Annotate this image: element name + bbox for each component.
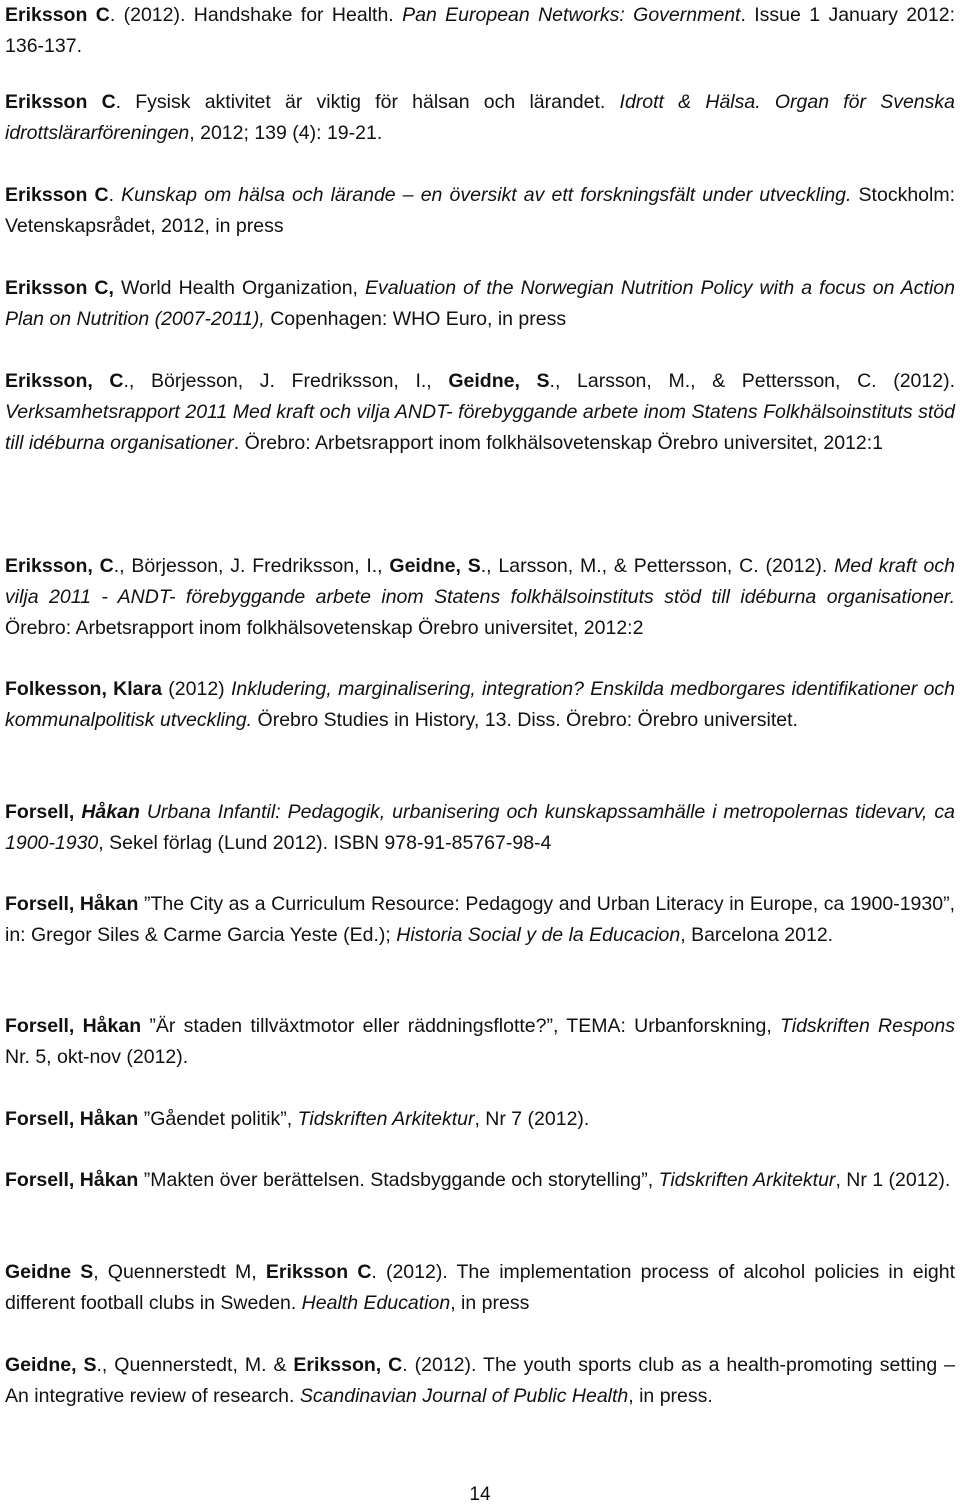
reference-text: Forsell, [5,801,82,823]
reference-text: , Barcelona 2012. [680,924,834,946]
reference-text: Eriksson, C [5,555,114,577]
reference-entry [5,366,955,459]
reference-text: ”Är staden tillväxtmotor eller räddningsflotte?”, TEMA: Urbanforskning, [141,1015,781,1037]
reference-text [140,801,147,823]
reference-text: , Sekel förlag (Lund 2012). ISBN 978-91-85767-98-4 [98,832,552,854]
reference-entry [5,551,955,644]
reference-text: Geidne, S [389,555,481,577]
reference-text: Evaluation of the Norwegian Nutrition Policy with a focus on Action Plan on Nutrition (2007-2011), [5,277,956,330]
reference-text: Tidskriften Arkitektur [658,1169,836,1191]
reference-text: World Health Organization, [113,277,366,299]
reference-entry [5,1257,955,1319]
reference-text: Eriksson, C [293,1354,403,1376]
reference-text: Tidskriften Respons [780,1015,955,1037]
reference-text: . (2012). Handshake for Health. [109,4,403,26]
reference-text: Med kraft och vilja 2011 - ANDT- förebyggande arbete inom Statens folkhälsoinstituts stöd till idéburna organisationer. [5,555,955,608]
reference-text: ., Börjesson, J. Fredriksson, I., [113,555,390,577]
reference-text: Forsell, Håkan [5,1015,142,1037]
reference-text: ., Larsson, M., & Pettersson, C. (2012). [549,370,955,392]
reference-text: , in press. [628,1385,713,1407]
reference-text: Urbana Infantil: Pedagogik, urbanisering och kunskapssamhälle i metropolernas tidevarv, ca 1900-1930 [5,801,955,854]
reference-text: . [108,184,122,206]
reference-text: (2012) [161,678,231,700]
reference-text: Geidne, S [5,1354,97,1376]
reference-text: Idrott & Hälsa. Organ för Svenska idrottslärarföreningen [5,91,955,144]
reference-text: ”Makten över berättelsen. Stadsbyggande och storytelling”, [138,1169,659,1191]
reference-text: ., Larsson, M., & Pettersson, C. (2012). [480,555,835,577]
reference-text: Forsell, Håkan [5,1169,139,1191]
reference-text: Örebro: Arbetsrapport inom folkhälsovetenskap Örebro universitet, 2012:2 [5,617,644,639]
reference-text: Inkludering, marginalisering, integration? Enskilda medborgares identifikationer och kommunalpolitisk utveckling. [5,678,956,731]
reference-text: . Örebro: Arbetsrapport inom folkhälsovetenskap Örebro universitet, 2012:1 [233,432,883,454]
reference-text: Forsell, Håkan [5,893,139,915]
reference-text: . (2012). The youth sports club as a health-promoting setting – An integrative review of research. [5,1354,955,1407]
reference-entry [5,1350,955,1412]
reference-entry [5,674,955,736]
reference-text: Eriksson C [5,91,116,113]
reference-text: Historia Social y de la Educacion [396,924,681,946]
reference-entry [5,1011,955,1073]
reference-text: Geidne S [5,1261,94,1283]
reference-text: Health Education [301,1292,451,1314]
reference-entry [5,797,955,859]
page-number: 14 [469,1484,491,1505]
reference-text: Eriksson C, [5,277,114,299]
reference-text: Verksamhetsrapport 2011 Med kraft och vilja ANDT- förebyggande arbete inom Statens Folkhälsoinstituts stöd till idéburna organisationer [5,401,955,454]
reference-entry [5,87,955,149]
reference-text: Eriksson C [5,4,110,26]
reference-text: Eriksson C [5,184,109,206]
reference-text: Pan European Networks: Government [402,4,741,26]
reference-text: . (2012). The implementation process of alcohol policies in eight different football clubs in Sweden. [5,1261,956,1314]
reference-text: ., Börjesson, J. Fredriksson, I., [123,370,449,392]
reference-text: Stockholm: Vetenskapsrådet, 2012, in press [5,184,956,237]
reference-text: , 2012; 139 (4): 19-21. [189,122,383,144]
reference-text: Forsell, Håkan [5,1108,139,1130]
reference-text: Folkesson, Klara [5,678,162,700]
reference-entry [5,273,955,335]
reference-entry [5,180,955,242]
reference-text: , Nr 1 (2012). [835,1169,951,1191]
reference-entry [5,889,955,951]
reference-text: Scandinavian Journal of Public Health [299,1385,629,1407]
reference-text: , Nr 7 (2012). [474,1108,590,1130]
reference-text: Kunskap om hälsa och lärande – en översikt av ett forskningsfält under utveckling. [121,184,852,206]
reference-entry [5,1165,955,1196]
reference-text: Geidne, S [448,370,550,392]
reference-text: Eriksson, C [5,370,124,392]
reference-text: Tidskriften Arkitektur [297,1108,475,1130]
reference-text: , in press [450,1292,530,1314]
reference-entry [5,1104,955,1135]
reference-entry [5,0,955,62]
reference-text: . Fysisk aktivitet är viktig för hälsan och lärandet. [115,91,620,113]
reference-text: ., Quennerstedt, M. & [96,1354,294,1376]
reference-text: Nr. 5, okt-nov (2012). [5,1046,189,1068]
reference-text: Örebro Studies in History, 13. Diss. Örebro: Örebro universitet. [252,709,798,731]
reference-text: Copenhagen: WHO Euro, in press [264,308,567,330]
reference-text: , Quennerstedt M, [93,1261,266,1283]
reference-text: Håkan [81,801,140,823]
reference-text: . Issue 1 January 2012: 136-137. [5,4,955,57]
reference-text: Eriksson C [265,1261,372,1283]
reference-text: ”Gåendet politik”, [138,1108,298,1130]
reference-text: ”The City as a Curriculum Resource: Pedagogy and Urban Literacy in Europe, ca 1900-1930”, in: Gregor Siles & Carme Garcia Yeste (Ed.); [5,893,955,946]
